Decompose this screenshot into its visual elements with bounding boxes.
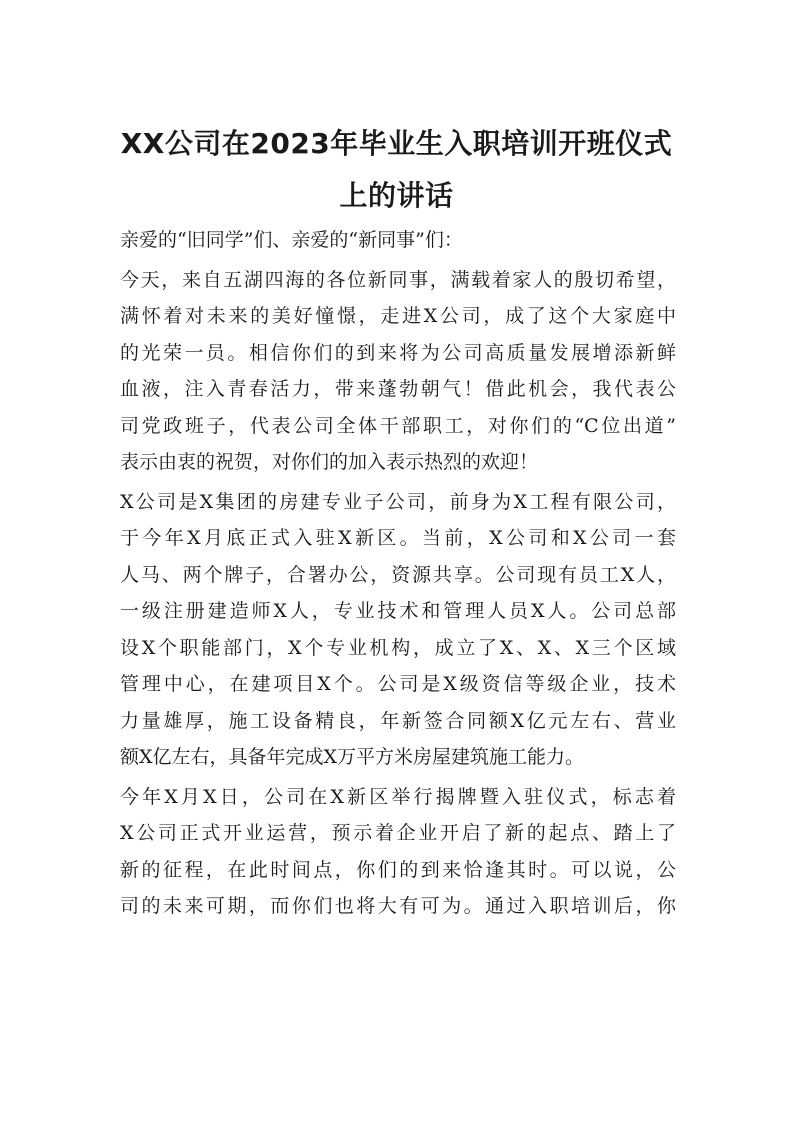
paragraph-3-line: 新的征程，在此时间点，你们的到来恰逢其时。可以说，公 xyxy=(120,858,676,881)
paragraph-2-line: 管理中心，在建项目X个。公司是X级资信等级企业，技术 xyxy=(120,673,676,695)
paragraph-1-line: 血液，注入青春活力，带来蓬勃朝气！借此机会，我代表公 xyxy=(120,378,676,400)
paragraph-2-line: 设X个职能部门，X个专业机构，成立了X、X、X三个区域 xyxy=(120,636,676,659)
document-body xyxy=(120,222,676,925)
paragraph-2-line: 额X亿左右，具备年完成X万平方米房屋建筑施工能力。 xyxy=(120,746,585,768)
paragraph-1-line: 今天，来自五湖四海的各位新同事，满载着家人的殷切希望， xyxy=(120,268,676,291)
title-line-1: XX公司在2023年毕业生入职培训开班仪式 xyxy=(120,127,673,160)
document-title xyxy=(90,118,703,222)
paragraph-2-line: X公司是X集团的房建专业子公司，前身为X工程有限公司， xyxy=(120,490,676,513)
paragraph-3-line: X公司正式开业运营，预示着企业开启了新的起点、踏上了 xyxy=(120,822,676,844)
paragraph-2-line: 人马、两个牌子，合署办公，资源共享。公司现有员工X人， xyxy=(120,563,676,586)
paragraph-2-line: 一级注册建造师X人，专业技术和管理人员X人。公司总部 xyxy=(120,600,676,622)
paragraph-3-line: 今年X月X日，公司在X新区举行揭牌暨入驻仪式，标志着 xyxy=(120,785,676,808)
paragraph-1-line: 满怀着对未来的美好憧憬，走进X公司，成了这个大家庭中 xyxy=(120,305,676,327)
paragraph-1-line: 表示由衷的祝贺，对你们的加入表示热烈的欢迎！ xyxy=(120,451,539,473)
paragraph-1-line: 司党政班子，代表公司全体干部职工，对你们的“C位出道” xyxy=(120,414,676,437)
paragraph-1-line: 的光荣一员。相信你们的到来将为公司高质量发展增添新鲜 xyxy=(120,341,676,364)
salutation: 亲爱的“旧同学”们、亲爱的“新同事”们： xyxy=(120,229,463,251)
paragraph-2-line: 于今年X月底正式入驻X新区。当前，X公司和X公司一套 xyxy=(120,527,676,549)
title-line-2: 上的讲话 xyxy=(339,179,454,212)
paragraph-2-line: 力量雄厚，施工设备精良，年新签合同额X亿元左右、营业 xyxy=(120,709,676,732)
paragraph-3-line: 司的未来可期，而你们也将大有可为。通过入职培训后，你 xyxy=(120,895,676,917)
